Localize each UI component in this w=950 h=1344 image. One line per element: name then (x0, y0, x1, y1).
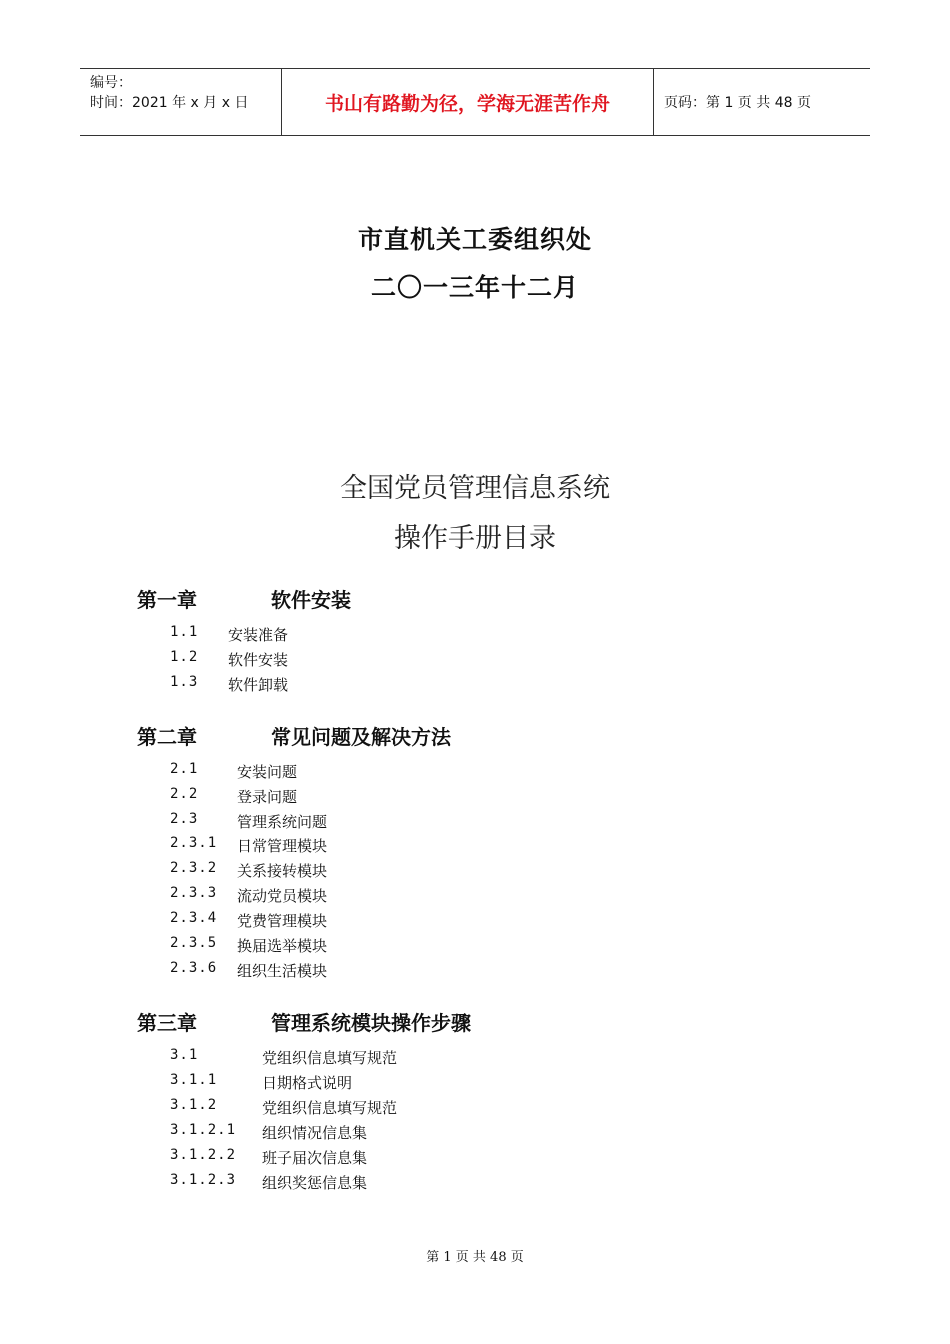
toc-item-number: 3.1.2.2 (170, 1147, 237, 1163)
toc-item-number: 2.1 (170, 761, 199, 777)
toc-item-text: 组织情况信息集 (262, 1124, 368, 1142)
toc-item-number: 2.2 (170, 786, 199, 802)
document-date: 二〇一三年十二月 (370, 273, 579, 302)
toc-item-number: 2.3.3 (170, 885, 218, 901)
toc-item-text: 日常管理模块 (237, 837, 328, 855)
toc-item-text: 关系接转模块 (237, 862, 328, 880)
toc-item-number: 3.1.2.3 (170, 1172, 237, 1188)
organization-name: 市直机关工委组织处 (357, 225, 592, 254)
toc-item-number: 1.1 (170, 624, 199, 640)
header-meta (80, 69, 282, 135)
document-header (80, 68, 870, 136)
chapter-label: 第三章 (137, 1011, 197, 1035)
chapter-name: 管理系统模块操作步骤 (271, 1011, 471, 1035)
toc-item-number: 2.3.4 (170, 910, 218, 926)
toc-item-text: 党组织信息填写规范 (262, 1099, 398, 1117)
toc-item-number: 3.1.2 (170, 1097, 218, 1113)
toc-item-text: 日期格式说明 (262, 1074, 353, 1092)
toc-item-text: 组织生活模块 (237, 962, 328, 980)
chapter-label: 第二章 (137, 725, 197, 749)
chapter-name: 软件安装 (271, 588, 351, 612)
chapter-name: 常见问题及解决方法 (271, 725, 451, 749)
toc-item-text: 软件卸载 (228, 676, 289, 694)
toc-item-number: 1.3 (170, 674, 199, 690)
toc-item-text: 党组织信息填写规范 (262, 1049, 398, 1067)
header-motto: 书山有路勤为径，学海无涯苦作舟 (282, 69, 654, 135)
chapter-heading (137, 584, 351, 613)
toc-item-text: 登录问题 (237, 788, 298, 806)
chapter-heading (137, 1007, 471, 1036)
toc-item-text: 党费管理模块 (237, 912, 328, 930)
chapter-heading (137, 721, 451, 750)
toc-item-number: 2.3.2 (170, 860, 218, 876)
toc-item-number: 2.3.5 (170, 935, 218, 951)
toc-item-number: 2.3.6 (170, 960, 218, 976)
toc-item-number: 3.1.1 (170, 1072, 218, 1088)
toc-item-number: 3.1 (170, 1047, 199, 1063)
time-label: 时间：2021 年 x 月 x 日 (90, 95, 249, 111)
system-title: 全国党员管理信息系统 (340, 473, 610, 504)
number-label: 编号： (90, 75, 132, 91)
toc-item-text: 组织奖惩信息集 (262, 1174, 368, 1192)
toc-item-text: 安装准备 (228, 626, 289, 644)
toc-item-text: 软件安装 (228, 651, 289, 669)
toc-item-text: 安装问题 (237, 763, 298, 781)
toc-item-text: 换届选举模块 (237, 937, 328, 955)
toc-title: 操作手册目录 (394, 523, 556, 554)
toc-item-text: 流动党员模块 (237, 887, 328, 905)
toc-item-text: 班子届次信息集 (262, 1149, 368, 1167)
toc-item-number: 2.3 (170, 811, 199, 827)
toc-item-number: 2.3.1 (170, 835, 218, 851)
page-footer: 第 1 页 共 48 页 (426, 1250, 524, 1265)
chapter-label: 第一章 (137, 588, 197, 612)
toc-item-number: 1.2 (170, 649, 199, 665)
header-page-info: 页码：第 1 页 共 48 页 (664, 95, 811, 111)
toc-item-number: 3.1.2.1 (170, 1122, 237, 1138)
toc-item-text: 管理系统问题 (237, 813, 328, 831)
